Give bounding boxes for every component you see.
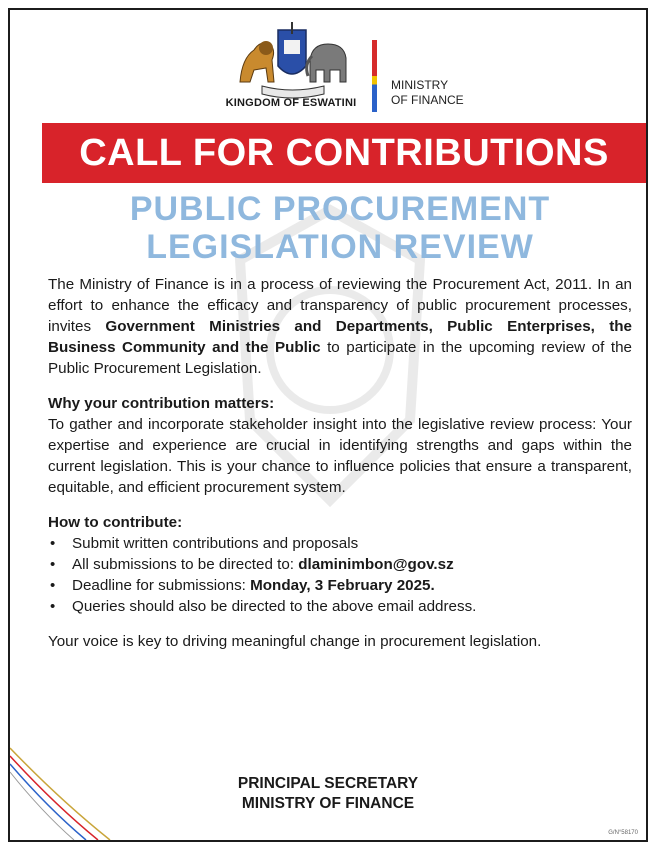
bullet-text: Queries should also be directed to the above email address. <box>72 598 477 615</box>
title-line-2: LEGISLATION REVIEW <box>146 228 534 266</box>
reference-code: G/N°58170 <box>608 830 638 836</box>
how-heading: How to contribute: <box>48 514 183 531</box>
notice-title <box>50 190 630 266</box>
ministry-line-2: OF FINANCE <box>391 93 464 107</box>
header <box>10 10 646 122</box>
header-divider <box>372 40 377 112</box>
ministry-line-1: MINISTRY <box>391 78 449 92</box>
signature-ministry: MINISTRY OF FINANCE <box>241 795 415 812</box>
submission-email: dlaminimbon@gov.sz <box>298 556 454 573</box>
deadline-date: Monday, 3 February 2025. <box>250 577 435 594</box>
bullet-text: All submissions to be directed to: <box>72 556 299 573</box>
bullet-text: Submit written contributions and proposals <box>72 535 359 552</box>
title-line-1: PUBLIC PROCUREMENT <box>129 190 551 228</box>
why-heading: Why your contribution matters: <box>48 395 275 412</box>
closing-paragraph: Your voice is key to driving meaningful change in procurement legislation. <box>48 633 542 650</box>
list-item <box>48 554 632 575</box>
intro-text-2: to participate in the upcoming review of the Public Procurement Legislation. <box>48 339 632 377</box>
intro-invitees: Government Ministries and Departments, Public Enterprises, the Business Community and the Public <box>48 318 632 356</box>
coat-of-arms-icon <box>232 20 352 100</box>
call-banner: CALL FOR CONTRIBUTIONS <box>42 123 646 183</box>
ministry-label <box>391 78 464 108</box>
list-item <box>48 575 632 596</box>
list-item <box>48 596 632 617</box>
why-paragraph: To gather and incorporate stakeholder insight into the legislative review process: Your expertise and experience are crucial in identifying strengths and gaps within the current legislation. This is your chance to influence policies that ensure a transparent, equitable, and efficient procurement system. <box>48 416 632 496</box>
how-list <box>48 533 632 617</box>
kingdom-label: KINGDOM OF ESWATINI <box>225 97 357 109</box>
signature-title: PRINCIPAL SECRETARY <box>237 775 419 792</box>
notice-body <box>48 274 632 652</box>
bullet-text: Deadline for submissions: <box>72 577 251 594</box>
intro-text-1: The Ministry of Finance is in a process of reviewing the Procurement Act, 2011. In an effort to enhance the efficacy and transparency of public procurement processes, invites <box>48 276 632 335</box>
list-item <box>48 533 632 554</box>
signature-block <box>10 774 646 814</box>
intro-paragraph <box>48 274 632 379</box>
notice-frame <box>8 8 648 842</box>
